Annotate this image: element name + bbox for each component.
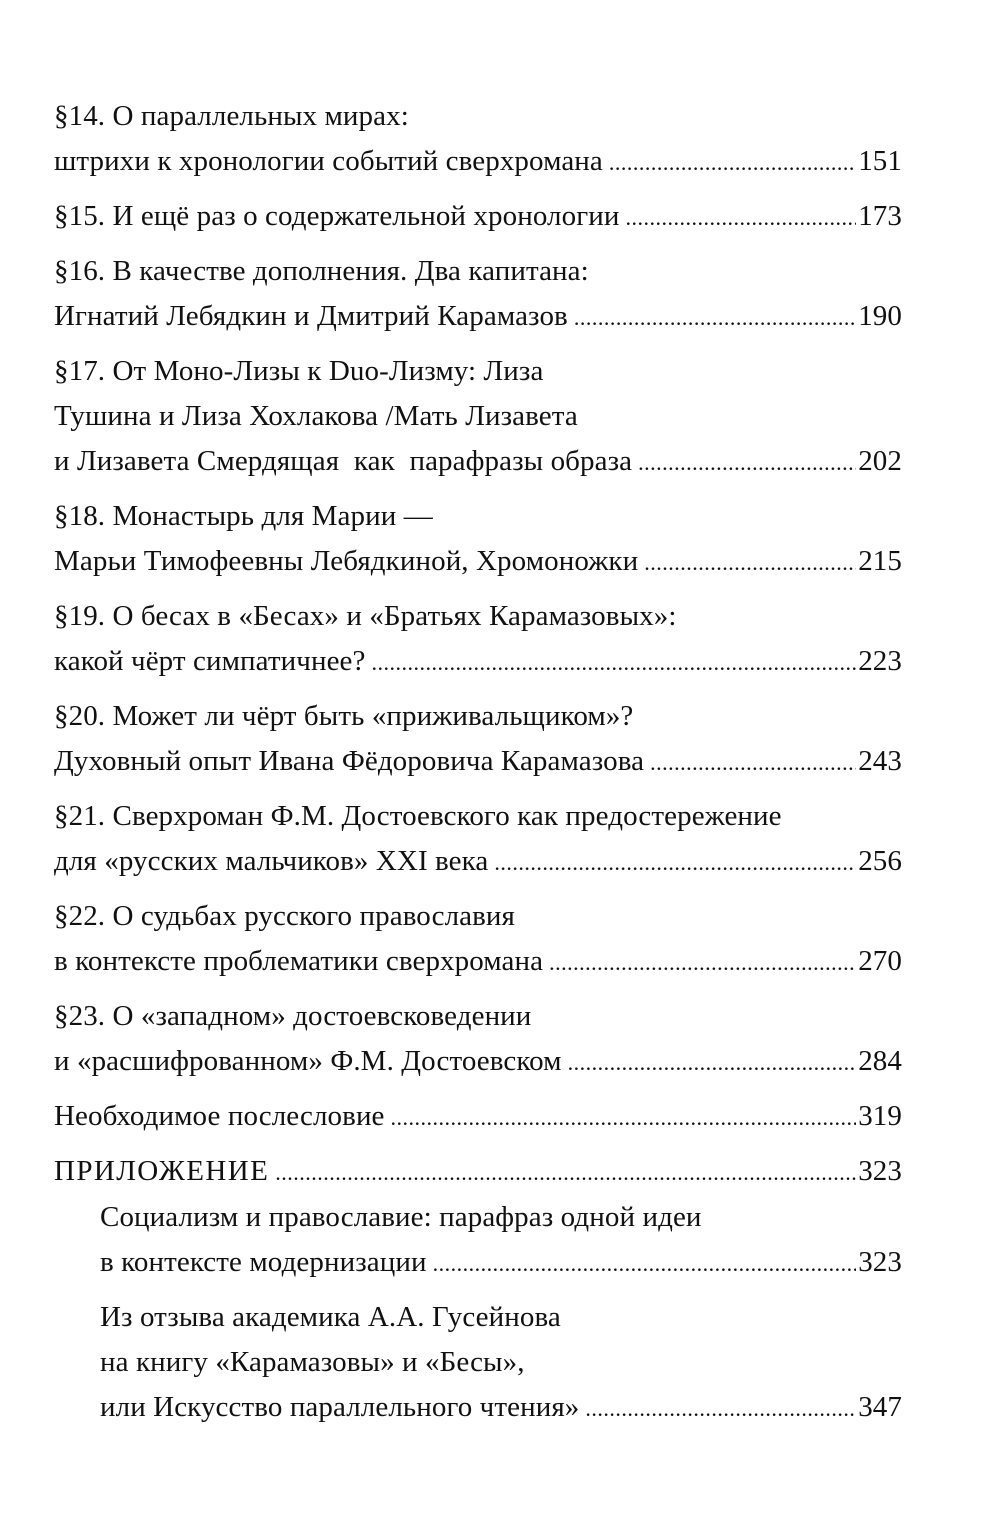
toc-entry-appendix[interactable] [54, 1149, 902, 1195]
dot-leader [372, 640, 857, 685]
toc-entry-18[interactable] [54, 494, 902, 585]
toc-entry-title-line: §15. И ещё раз о содержательной хронологии [54, 200, 620, 232]
toc-entry-15[interactable] [54, 194, 902, 240]
toc-entry-title-line: в контексте модернизации [100, 1246, 427, 1278]
dot-leader [549, 940, 856, 985]
dot-leader [574, 295, 856, 340]
dot-leader [625, 195, 856, 240]
toc-entry-16[interactable] [54, 249, 902, 340]
toc-entry-title-line: и «расшифрованном» Ф.М. Достоевском [54, 1045, 562, 1077]
toc-entry-19[interactable] [54, 594, 902, 685]
page-number: 319 [858, 1100, 902, 1132]
toc-entry-title-line: §18. Монастырь для Марии — [54, 500, 433, 532]
toc-entry-title-line: или Искусство параллельного чтения» [100, 1391, 580, 1423]
toc-entry-title-line: ПРИЛОЖЕНИЕ [54, 1155, 270, 1187]
page-number: 270 [858, 945, 902, 977]
page-number: 243 [858, 745, 902, 777]
toc-entry-title-line: Марьи Тимофеевны Лебядкиной, Хромоножки [54, 545, 639, 577]
toc-entry-title-line: Из отзыва академика А.А. Гусейнова [100, 1301, 561, 1333]
toc-entry-title-line: какой чёрт симпатичнее? [54, 645, 366, 677]
toc-entry-title-line: §19. О бесах в «Бесах» и «Братьях Карамазовых»: [54, 600, 677, 632]
page-number: 323 [858, 1155, 902, 1187]
toc-entry-21[interactable] [54, 794, 902, 885]
page-number: 256 [858, 845, 902, 877]
toc-entry-title-line: на книгу «Карамазовы» и «Бесы», [100, 1346, 525, 1378]
dot-leader [568, 1040, 857, 1085]
page-number: 173 [858, 200, 902, 232]
toc-entry-title-line: для «русских мальчиков» XXI века [54, 845, 489, 877]
page-number: 190 [858, 300, 902, 332]
page-number: 347 [858, 1391, 902, 1423]
toc-entry-appendix-socialism[interactable] [100, 1195, 902, 1286]
toc-entry-title-line: §20. Может ли чёрт быть «приживальщиком»? [54, 700, 634, 732]
dot-leader [391, 1095, 857, 1140]
page-number: 323 [858, 1246, 902, 1278]
table-of-contents [54, 94, 902, 1440]
toc-entry-title-line: Игнатий Лебядкин и Дмитрий Карамазов [54, 300, 568, 332]
toc-entry-title-line: Духовный опыт Ивана Фёдоровича Карамазова [54, 745, 645, 777]
dot-leader [275, 1150, 856, 1195]
toc-entry-appendix-review[interactable] [100, 1295, 902, 1431]
toc-entry-title-line: Необходимое послесловие [54, 1100, 385, 1132]
toc-entry-14[interactable] [54, 94, 902, 185]
toc-entry-title-line: Тушина и Лиза Хохлакова /Мать Лизавета [54, 400, 578, 432]
toc-entry-title-line: §22. О судьбах русского православия [54, 900, 515, 932]
toc-entry-title-line: и Лизавета Смердящая как парафразы образа [54, 445, 633, 477]
toc-entry-17[interactable] [54, 349, 902, 485]
dot-leader [609, 140, 856, 185]
dot-leader [638, 440, 856, 485]
toc-entry-20[interactable] [54, 694, 902, 785]
page-number: 202 [858, 445, 902, 477]
toc-entry-title-line: §21. Сверхроман Ф.М. Достоевского как предостережение [54, 800, 782, 832]
dot-leader [644, 540, 856, 585]
page-number: 284 [858, 1045, 902, 1077]
dot-leader [433, 1241, 857, 1286]
toc-entry-title-line: §23. О «западном» достоевсковедении [54, 1000, 532, 1032]
toc-entry-title-line: §16. В качестве дополнения. Два капитана: [54, 255, 589, 287]
page-number: 223 [858, 645, 902, 677]
toc-entry-title-line: §14. О параллельных мирах: [54, 100, 409, 132]
toc-entry-title-line: в контексте проблематики сверхромана [54, 945, 544, 977]
page-number: 151 [858, 145, 902, 177]
dot-leader [494, 840, 856, 885]
toc-entry-title-line: §17. От Моно-Лизы к Duo-Лизму: Лиза [54, 355, 544, 387]
dot-leader [585, 1386, 856, 1431]
dot-leader [650, 740, 856, 785]
page-number: 215 [858, 545, 902, 577]
toc-entry-title-line: Социализм и православие: парафраз одной идеи [100, 1201, 702, 1233]
toc-entry-23[interactable] [54, 994, 902, 1085]
toc-entry-afterword[interactable] [54, 1094, 902, 1140]
toc-entry-title-line: штрихи к хронологии событий сверхромана [54, 145, 603, 177]
toc-entry-22[interactable] [54, 894, 902, 985]
